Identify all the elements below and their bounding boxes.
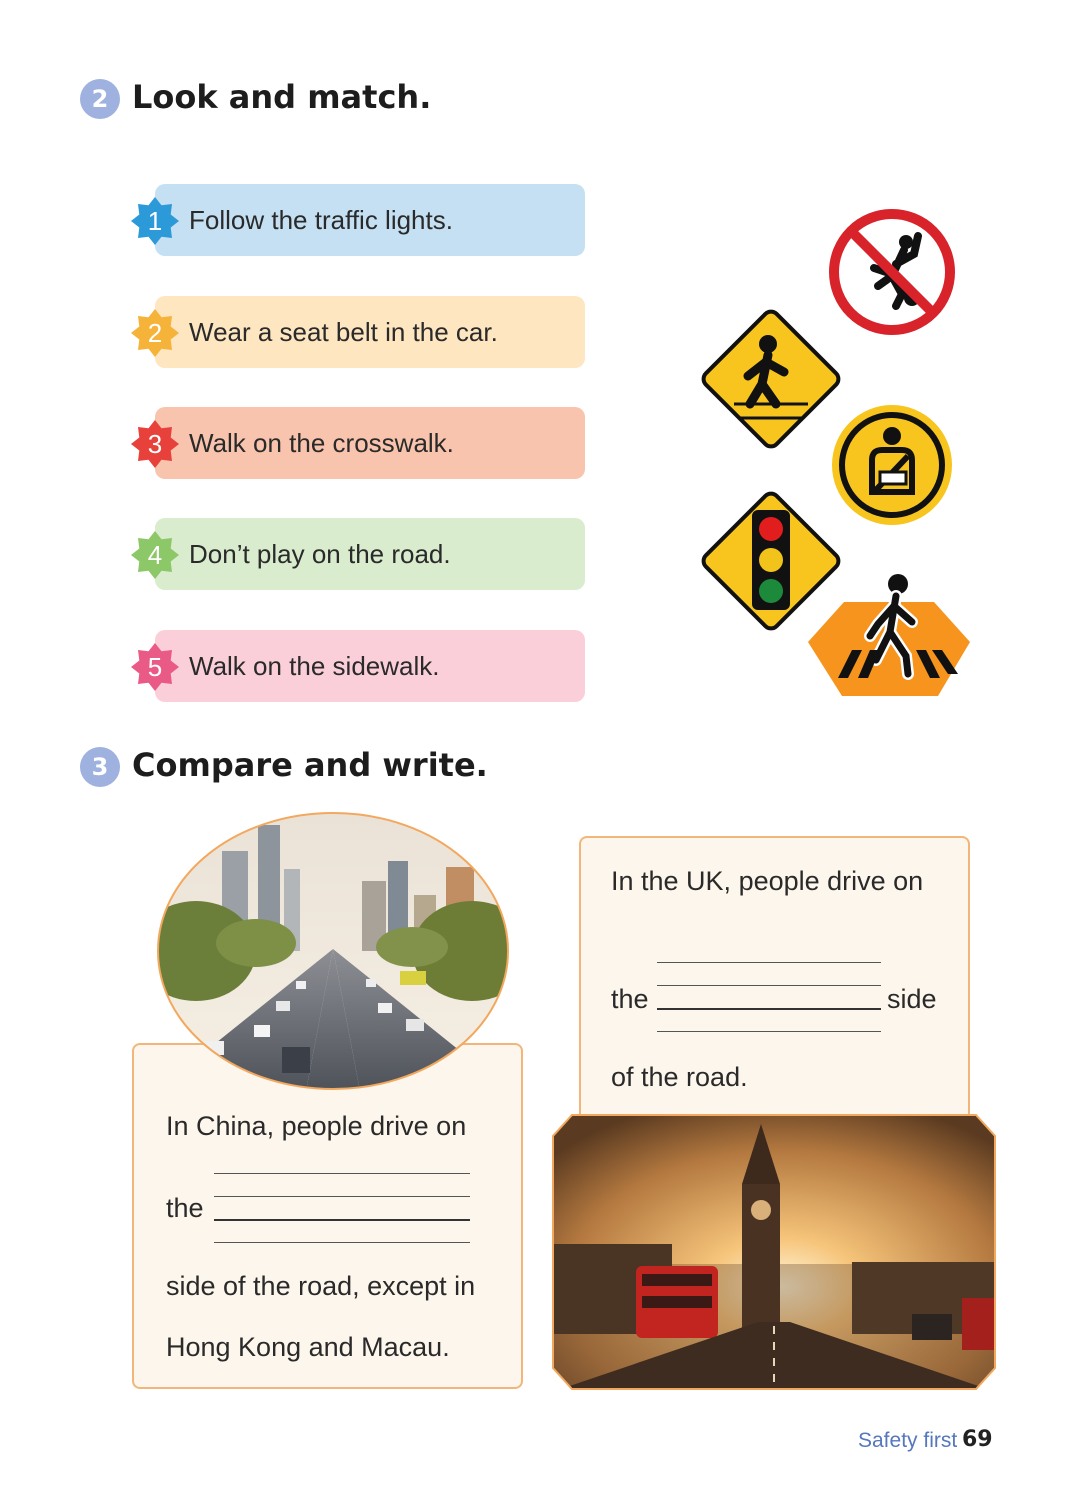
number-burst-icon — [131, 309, 179, 357]
sentence-text: Don’t play on the road. — [189, 539, 451, 569]
sentence-number: 3 — [147, 429, 163, 459]
writing-line — [214, 1242, 470, 1243]
sentence-number: 1 — [147, 206, 163, 236]
sentence-text: Wear a seat belt in the car. — [189, 317, 498, 347]
uk-side-label: side — [887, 984, 937, 1014]
number-burst-icon — [131, 197, 179, 245]
sentence-number: 4 — [147, 540, 163, 570]
crosswalk-sign-icon[interactable] — [808, 570, 970, 698]
uk-the-label: the — [611, 984, 649, 1014]
writing-line — [657, 962, 881, 963]
uk-answer-box — [579, 836, 970, 1126]
china-line-4: Hong Kong and Macau. — [166, 1332, 450, 1362]
uk-line-3: of the road. — [611, 1062, 748, 1092]
writing-line — [214, 1196, 470, 1197]
sentence-strip[interactable] — [147, 630, 585, 702]
footer-unit-label: Safety first — [858, 1429, 958, 1452]
section-title: Look and match. — [132, 78, 432, 116]
page-number: 69 — [962, 1427, 993, 1452]
writing-line — [657, 1031, 881, 1032]
sentence-strip[interactable] — [147, 407, 585, 479]
answer-blank[interactable] — [214, 1219, 470, 1221]
number-burst-icon — [131, 643, 179, 691]
number-burst-icon — [131, 531, 179, 579]
china-line-1: In China, people drive on — [166, 1111, 467, 1141]
writing-line — [657, 985, 881, 986]
sentence-strip[interactable] — [147, 518, 585, 590]
sentence-strip[interactable] — [147, 296, 585, 368]
sentence-text: Follow the traffic lights. — [189, 205, 453, 235]
china-answer-box — [132, 1043, 523, 1389]
sentence-strip[interactable] — [147, 184, 585, 256]
sentence-text: Walk on the crosswalk. — [189, 428, 454, 458]
london-street-photo — [552, 1114, 996, 1392]
section-number-badge: 3 — [80, 747, 120, 787]
uk-line-1: In the UK, people drive on — [611, 866, 924, 896]
section-number-badge: 2 — [80, 79, 120, 119]
china-line-3: side of the road, except in — [166, 1271, 476, 1301]
number-burst-icon — [131, 420, 179, 468]
sentence-number: 2 — [147, 318, 163, 348]
sentence-number: 5 — [147, 652, 163, 682]
beijing-traffic-photo — [156, 811, 510, 1091]
answer-blank[interactable] — [657, 1008, 881, 1010]
sentence-text: Walk on the sidewalk. — [189, 651, 440, 681]
writing-line — [214, 1173, 470, 1174]
china-the-label: the — [166, 1193, 204, 1223]
section-title: Compare and write. — [132, 746, 488, 784]
